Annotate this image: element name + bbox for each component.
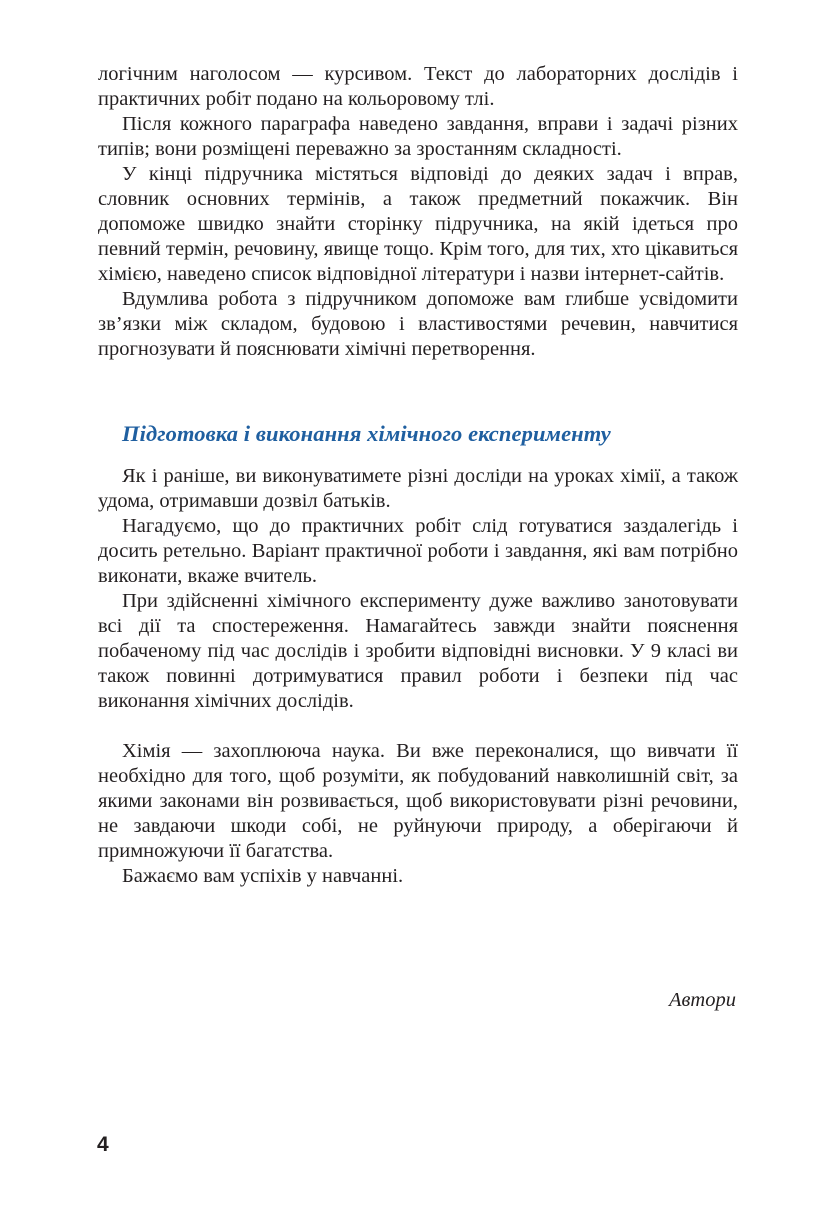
section-paragraph-1: Як і раніше, ви виконуватимете різні досліди на уроках хімії, а також удома, отримавши дозвіл батьків. xyxy=(98,465,738,512)
closing-block xyxy=(98,739,738,889)
intro-block xyxy=(98,62,738,362)
intro-paragraph-3: У кінці підручника містяться відповіді до деяких задач і вправ, словник основних термінів, а також предметний покажчик. Він допоможе швидко знайти сторінку підручника, на якій ідеться про певний термін, речовину, явище тощо. Крім того, для тих, хто цікавиться хімією, наведено список відповідної літератури і назви інтернет-сайтів. xyxy=(98,163,738,285)
closing-paragraph-2: Бажаємо вам успіхів у навчанні. xyxy=(122,865,404,887)
intro-paragraph-4: Вдумлива робота з підручником допоможе вам глибше усвідомити зв’язки між складом, будовою і властивостями речевин, навчитися прогнозувати й пояснювати хімічні перетворення. xyxy=(98,288,738,360)
intro-paragraph-1: логічним наголосом — курсивом. Текст до лабораторних дослідів і практичних робіт подано на кольоровому тлі. xyxy=(98,63,738,110)
closing-paragraph-1: Хімія — захоплююча наука. Ви вже переконалися, що вивчати її необхідно для того, щоб розуміти, як побудований навколишній світ, за якими законами він розвивається, щоб використовувати різні речовини, не завдаючи шкоди собі, не руйнуючи природу, а оберігаючи й примножуючи її багатства. xyxy=(98,740,738,862)
page-content xyxy=(98,62,738,889)
section-paragraph-3: При здійсненні хімічного експерименту дуже важливо занотовувати всі дії та спостереження. Намагайтесь завжди знайти пояснення побаченому під час дослідів і зробити відповідні висновки. У 9 класі ви також повинні дотримуватися правил роботи і безпеки під час виконання хімічних дослідів. xyxy=(98,590,738,712)
page-number: 4 xyxy=(97,1133,109,1156)
intro-paragraph-2: Після кожного параграфа наведено завдання, вправи і задачі різних типів; вони розміщені переважно за зростанням складності. xyxy=(98,113,738,160)
section-paragraph-2: Нагадуємо, що до практичних робіт слід готуватися заздалегідь і досить ретельно. Варіант практичної роботи і завдання, які вам потрібно виконати, вкаже вчитель. xyxy=(98,515,738,587)
authors-signature: Автори xyxy=(669,989,736,1011)
section-heading: Підготовка і виконання хімічного експерименту xyxy=(122,421,611,446)
section-body xyxy=(98,464,738,714)
